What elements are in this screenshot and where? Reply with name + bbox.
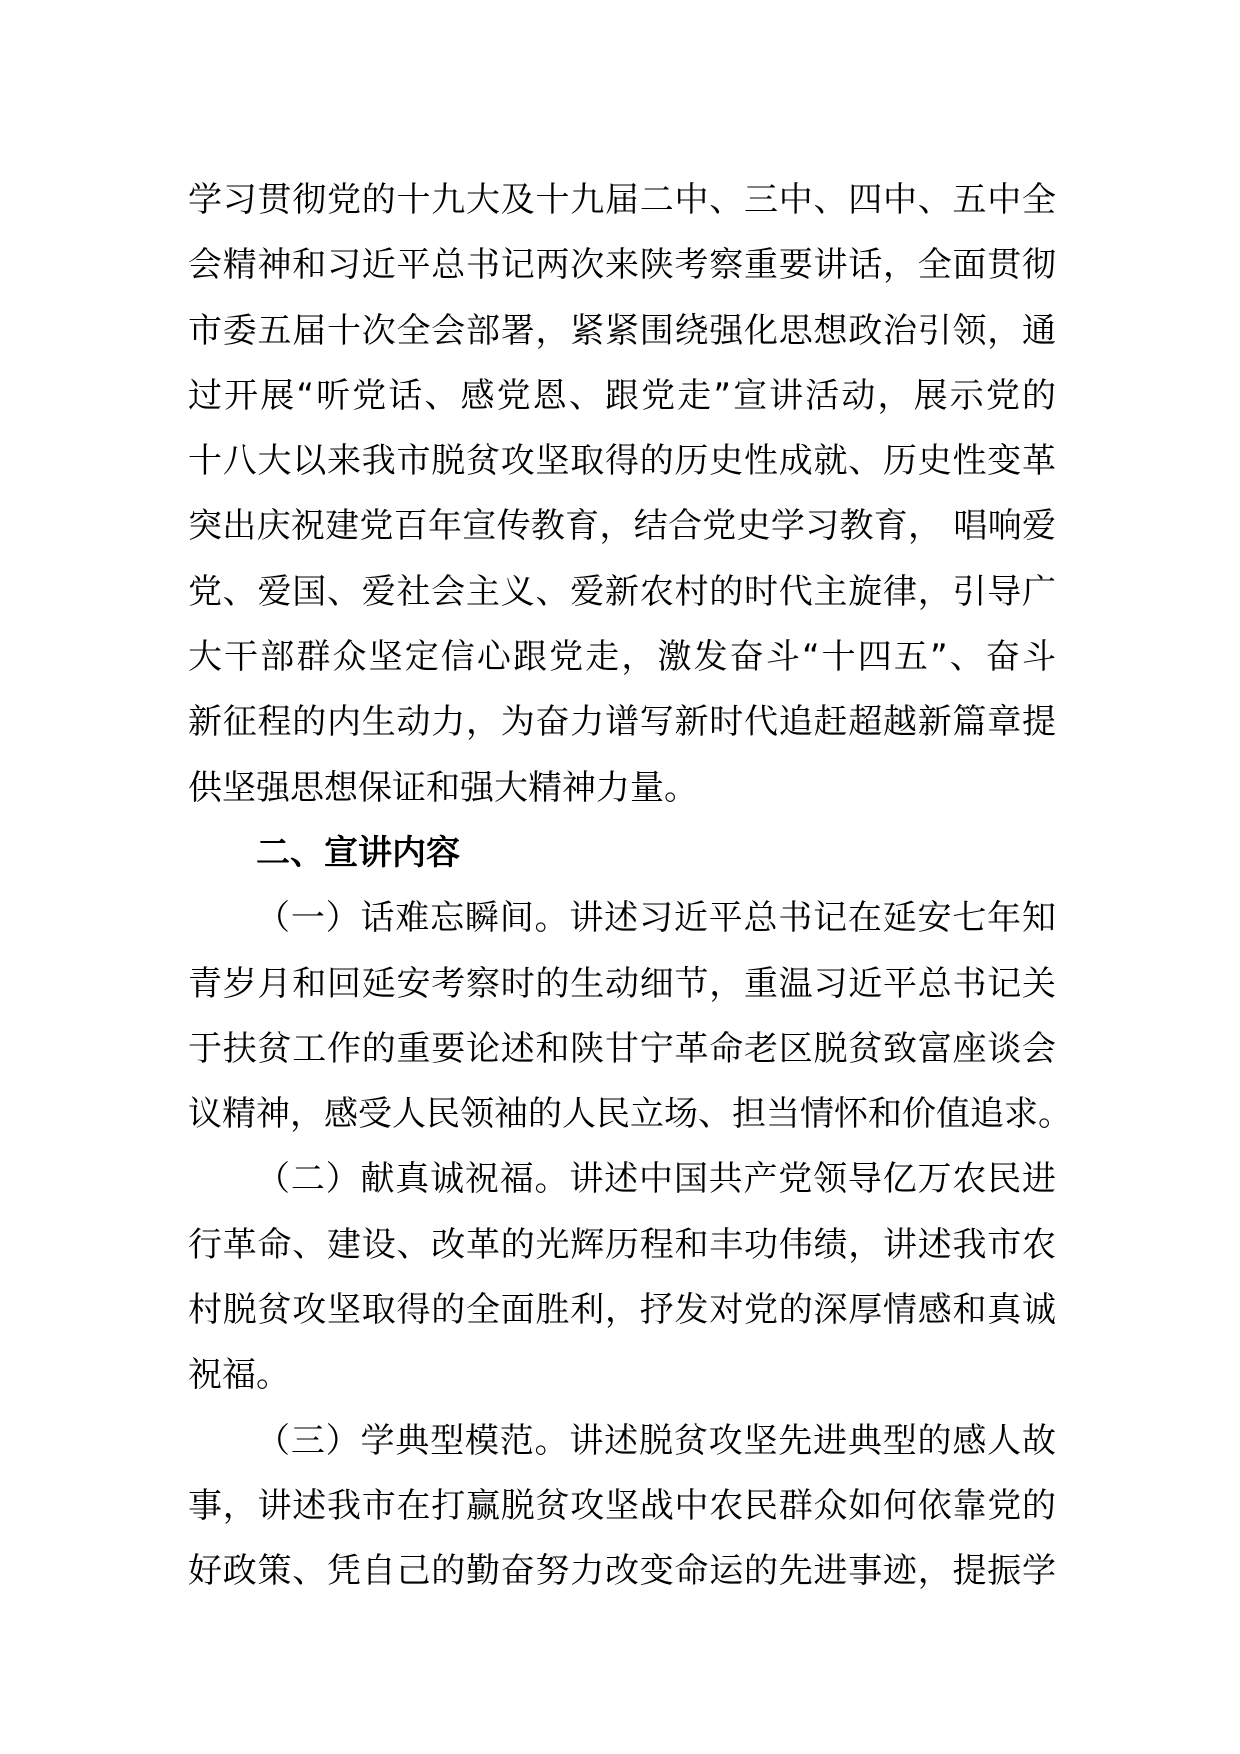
text-line: 大干部群众坚定信心跟党走，激发奋斗“十四五”、奋斗: [188, 637, 1056, 678]
paragraph-item-1: [188, 886, 1072, 1147]
text-line: （三）学典型模范。讲述脱贫攻坚先进典型的感人故: [256, 1420, 1056, 1461]
text-line: 好政策、凭自己的勤奋努力改变命运的先进事迹，提振学: [188, 1551, 1056, 1592]
text-line: 议精神，感受人民领袖的人民立场、担当情怀和价值追求。: [188, 1094, 1072, 1135]
text-line: 突出庆祝建党百年宣传教育，结合党史学习教育， 唱响爱: [188, 506, 1056, 547]
text-line: 十八大以来我市脱贫攻坚取得的历史性成就、历史性变革: [188, 441, 1056, 482]
paragraph-purpose: [188, 168, 1056, 821]
text-line: 村脱贫攻坚取得的全面胜利，抒发对党的深厚情感和真诚: [188, 1290, 1056, 1331]
heading-line: 二、宣讲内容: [256, 832, 460, 873]
text-line: 青岁月和回延安考察时的生动细节，重温习近平总书记关: [188, 963, 1056, 1004]
text-line: 党、爱国、爱社会主义、爱新农村的时代主旋律，引导广: [188, 571, 1056, 612]
text-line: 祝福。: [188, 1355, 290, 1396]
section-heading: [188, 821, 1056, 886]
paragraph-item-3: [188, 1409, 1056, 1605]
text-line: （一）话难忘瞬间。讲述习近平总书记在延安七年知: [256, 898, 1056, 939]
text-line: 于扶贫工作的重要论述和陕甘宁革命老区脱贫致富座谈会: [188, 1028, 1056, 1069]
text-line: 事，讲述我市在打赢脱贫攻坚战中农民群众如何依靠党的: [188, 1485, 1056, 1526]
text-line: 会精神和习近平总书记两次来陕考察重要讲话，全面贯彻: [188, 245, 1056, 286]
document-body: [188, 168, 1072, 1605]
text-line: 新征程的内生动力，为奋力谱写新时代追赶超越新篇章提: [188, 702, 1056, 743]
text-line: （二）献真诚祝福。讲述中国共产党领导亿万农民进: [256, 1159, 1056, 1200]
paragraph-item-2: [188, 1147, 1056, 1408]
text-line: 市委五届十次全会部署，紧紧围绕强化思想政治引领，通: [188, 310, 1056, 351]
text-line: 供坚强思想保证和强大精神力量。: [188, 767, 698, 808]
text-line: 行革命、建设、改革的光辉历程和丰功伟绩，讲述我市农: [188, 1224, 1056, 1265]
text-line: 过开展“听党话、感党恩、跟党走”宣讲活动，展示党的: [188, 375, 1056, 416]
text-line: 学习贯彻党的十九大及十九届二中、三中、四中、五中全: [188, 180, 1056, 220]
